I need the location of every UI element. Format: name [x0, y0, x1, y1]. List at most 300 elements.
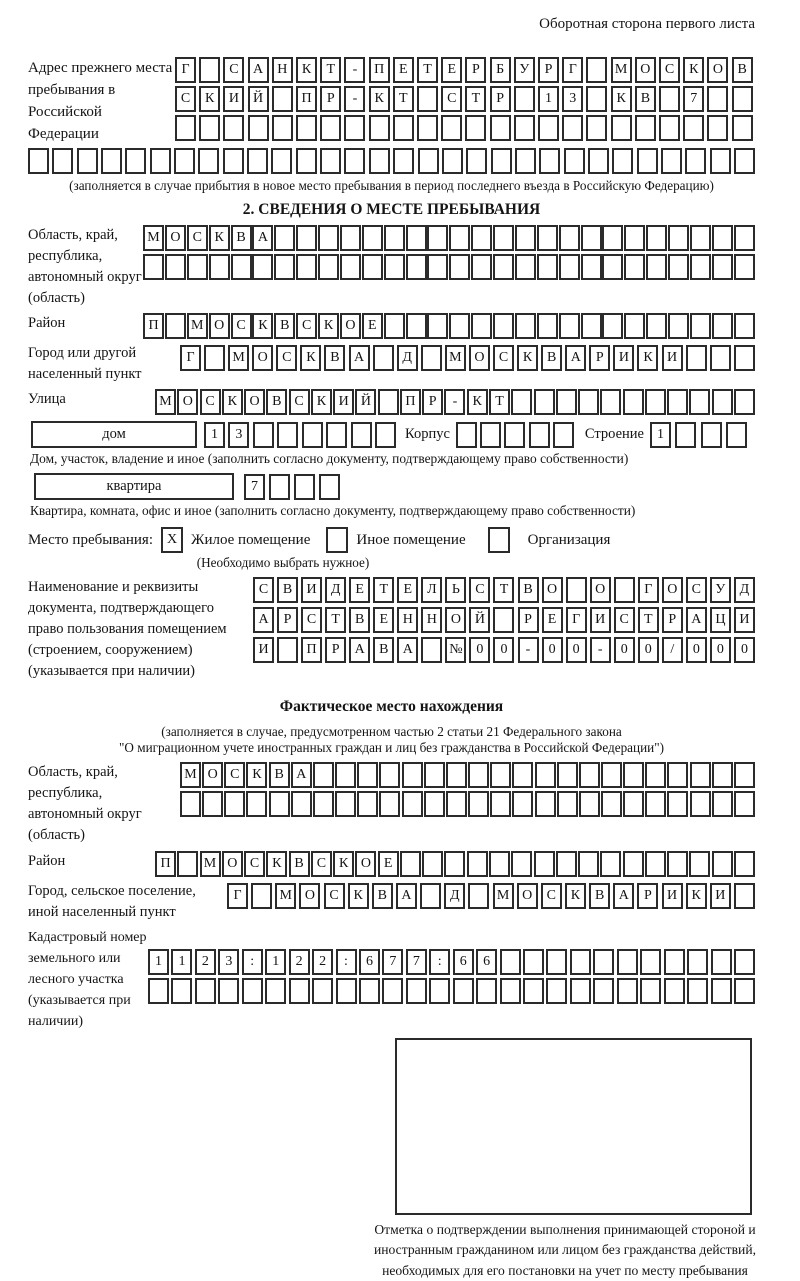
char-cell — [471, 313, 492, 339]
char-cell: Т — [320, 57, 341, 83]
char-cell — [427, 313, 448, 339]
char-cell: 1 — [538, 86, 559, 112]
street-row — [155, 389, 755, 415]
char-cell — [312, 978, 333, 1004]
stay-type-checkbox-organization — [488, 527, 510, 553]
char-cell: № — [445, 637, 466, 663]
char-cell: С — [244, 851, 265, 877]
char-cell: И — [734, 607, 755, 633]
char-cell: Р — [465, 57, 486, 83]
char-cell: А — [396, 883, 417, 909]
char-cell: Е — [397, 577, 418, 603]
char-cell: В — [269, 762, 290, 788]
char-cell — [489, 851, 510, 877]
char-cell — [52, 148, 73, 174]
char-cell — [556, 851, 577, 877]
char-cell: - — [518, 637, 539, 663]
char-cell — [734, 949, 755, 975]
char-cell: Д — [397, 345, 418, 371]
actual-location-title: Фактическое место нахождения — [279, 698, 504, 715]
char-cell — [125, 148, 146, 174]
char-cell: О — [244, 389, 265, 415]
char-cell — [512, 762, 533, 788]
char-cell — [623, 791, 644, 817]
char-cell — [667, 762, 688, 788]
char-cell: О — [469, 345, 490, 371]
char-cell — [449, 254, 470, 280]
char-cell — [446, 762, 467, 788]
document-field — [28, 577, 755, 682]
char-cell — [468, 883, 489, 909]
char-cell — [712, 762, 733, 788]
region-field — [28, 225, 755, 309]
char-cell: О — [542, 577, 563, 603]
char-cell — [247, 148, 268, 174]
char-cell — [289, 978, 310, 1004]
char-cell: Г — [175, 57, 196, 83]
char-cell — [490, 115, 511, 141]
char-cell: Е — [441, 57, 462, 83]
char-cell: М — [228, 345, 249, 371]
char-cell: 0 — [614, 637, 635, 663]
char-cell: У — [514, 57, 535, 83]
char-cell: С — [200, 389, 221, 415]
char-cell — [272, 86, 293, 112]
char-cell: 2 — [195, 949, 216, 975]
char-cell — [734, 225, 755, 251]
char-cell — [340, 225, 361, 251]
char-cell — [512, 791, 533, 817]
confirmation-stamp-box — [395, 1038, 752, 1215]
char-cell: О — [707, 57, 728, 83]
char-cell — [734, 883, 755, 909]
prev-address-row-4 — [28, 148, 755, 174]
char-cell — [382, 978, 403, 1004]
char-cell: 1 — [204, 422, 225, 448]
char-cell — [491, 148, 512, 174]
char-cell: С — [231, 313, 252, 339]
char-cell — [570, 949, 591, 975]
char-cell — [712, 791, 733, 817]
char-cell — [378, 389, 399, 415]
char-cell — [165, 254, 186, 280]
char-cell: Р — [320, 86, 341, 112]
char-cell — [645, 762, 666, 788]
char-cell — [712, 254, 733, 280]
stay-type-label: Место пребывания: — [28, 531, 153, 548]
char-cell — [296, 225, 317, 251]
char-cell: С — [223, 57, 244, 83]
char-cell: К — [311, 389, 332, 415]
char-cell — [274, 254, 295, 280]
char-cell: Н — [397, 607, 418, 633]
char-cell: П — [301, 637, 322, 663]
stay-type-option-organization: Организация — [527, 531, 611, 548]
char-cell — [466, 148, 487, 174]
char-cell — [690, 791, 711, 817]
char-cell — [623, 762, 644, 788]
char-cell: - — [444, 389, 465, 415]
char-cell — [277, 637, 298, 663]
char-cell — [556, 389, 577, 415]
document-row-2 — [253, 607, 755, 633]
char-cell — [362, 225, 383, 251]
char-cell — [143, 254, 164, 280]
char-cell — [659, 115, 680, 141]
document-row-1 — [253, 577, 755, 603]
char-cell — [471, 225, 492, 251]
char-cell — [199, 115, 220, 141]
stay-type-option-residential: Жилое помещение — [191, 531, 311, 548]
char-cell — [351, 422, 372, 448]
char-cell: Т — [393, 86, 414, 112]
char-cell: Т — [325, 607, 346, 633]
prev-address-field — [28, 57, 755, 145]
char-cell — [668, 313, 689, 339]
char-cell: 1 — [265, 949, 286, 975]
char-cell — [732, 86, 753, 112]
char-cell: К — [467, 389, 488, 415]
char-cell: В — [274, 313, 295, 339]
char-cell — [393, 115, 414, 141]
actual-region-label: Область, край, республика, автономный округ (область) — [28, 764, 142, 843]
char-cell: М — [155, 389, 176, 415]
char-cell — [171, 978, 192, 1004]
char-cell: В — [635, 86, 656, 112]
char-cell: М — [611, 57, 632, 83]
char-cell: Н — [421, 607, 442, 633]
char-cell: В — [732, 57, 753, 83]
char-cell — [384, 254, 405, 280]
char-cell — [601, 791, 622, 817]
char-cell: В — [589, 883, 610, 909]
char-cell: И — [662, 345, 683, 371]
char-cell: / — [662, 637, 683, 663]
char-cell — [710, 345, 731, 371]
char-cell: К — [348, 883, 369, 909]
char-cell — [734, 254, 755, 280]
char-cell — [586, 57, 607, 83]
char-cell: Т — [489, 389, 510, 415]
char-cell: А — [291, 762, 312, 788]
char-cell — [511, 851, 532, 877]
char-cell: Р — [538, 57, 559, 83]
actual-location-note-2: "О миграционном учете иностранных граждан и лиц без гражданства в Российской Федерации") — [119, 740, 664, 755]
char-cell — [534, 389, 555, 415]
char-cell — [667, 791, 688, 817]
char-cell — [271, 148, 292, 174]
char-cell: П — [155, 851, 176, 877]
char-cell — [362, 254, 383, 280]
char-cell — [645, 791, 666, 817]
char-cell: П — [400, 389, 421, 415]
house-number-cells — [204, 422, 396, 448]
char-cell — [335, 762, 356, 788]
char-cell: К — [300, 345, 321, 371]
char-cell: : — [242, 949, 263, 975]
char-cell — [429, 978, 450, 1004]
char-cell — [202, 791, 223, 817]
char-cell: О — [340, 313, 361, 339]
char-cell: Н — [272, 57, 293, 83]
char-cell — [291, 791, 312, 817]
char-cell — [515, 313, 536, 339]
char-cell: Й — [355, 389, 376, 415]
char-cell: А — [565, 345, 586, 371]
char-cell — [319, 474, 340, 500]
korpus-cells — [456, 422, 574, 448]
char-cell — [689, 851, 710, 877]
char-cell: Р — [325, 637, 346, 663]
char-cell: А — [613, 883, 634, 909]
char-cell — [449, 225, 470, 251]
char-cell: С — [301, 607, 322, 633]
actual-district-field — [28, 851, 755, 877]
char-cell — [602, 254, 623, 280]
char-cell — [667, 389, 688, 415]
char-cell — [624, 225, 645, 251]
char-cell: С — [253, 577, 274, 603]
char-cell — [617, 978, 638, 1004]
char-cell: Д — [325, 577, 346, 603]
stay-type-row — [28, 527, 755, 553]
document-label: Наименование и реквизиты документа, подтверждающего право пользования помещением (строением, сооружением) (указывается при наличии) — [28, 579, 227, 679]
char-cell — [675, 422, 696, 448]
char-cell: 0 — [469, 637, 490, 663]
char-cell — [150, 148, 171, 174]
char-cell: 0 — [542, 637, 563, 663]
char-cell — [375, 422, 396, 448]
char-cell — [476, 978, 497, 1004]
street-field — [28, 389, 755, 415]
char-cell: М — [180, 762, 201, 788]
apartment-row — [34, 473, 755, 500]
char-cell — [581, 225, 602, 251]
char-cell: К — [683, 57, 704, 83]
char-cell: В — [372, 883, 393, 909]
char-cell — [490, 762, 511, 788]
char-cell: С — [441, 86, 462, 112]
stay-type-option-other: Иное помещение — [356, 531, 466, 548]
char-cell — [734, 389, 755, 415]
char-cell: В — [277, 577, 298, 603]
char-cell — [420, 883, 441, 909]
char-cell: А — [349, 637, 370, 663]
char-cell: О — [662, 577, 683, 603]
char-cell: М — [445, 345, 466, 371]
char-cell — [421, 637, 442, 663]
char-cell — [400, 851, 421, 877]
house-row — [31, 421, 755, 448]
char-cell — [579, 762, 600, 788]
char-cell — [269, 791, 290, 817]
char-cell — [493, 313, 514, 339]
char-cell — [711, 949, 732, 975]
char-cell — [667, 851, 688, 877]
char-cell — [77, 148, 98, 174]
char-cell — [424, 762, 445, 788]
char-cell — [468, 762, 489, 788]
char-cell — [683, 115, 704, 141]
char-cell — [538, 115, 559, 141]
char-cell: 2 — [312, 949, 333, 975]
char-cell — [624, 254, 645, 280]
char-cell: 0 — [493, 637, 514, 663]
char-cell — [614, 577, 635, 603]
char-cell — [175, 115, 196, 141]
char-cell: М — [200, 851, 221, 877]
char-cell — [570, 978, 591, 1004]
char-cell: В — [289, 851, 310, 877]
char-cell: Ь — [445, 577, 466, 603]
char-cell: И — [333, 389, 354, 415]
char-cell — [402, 762, 423, 788]
char-cell: П — [143, 313, 164, 339]
char-cell — [456, 422, 477, 448]
char-cell — [623, 389, 644, 415]
char-cell — [559, 254, 580, 280]
char-cell: К — [637, 345, 658, 371]
char-cell: Р — [589, 345, 610, 371]
char-cell — [553, 422, 574, 448]
char-cell — [302, 422, 323, 448]
district-row — [143, 313, 755, 339]
char-cell — [379, 791, 400, 817]
char-cell — [664, 978, 685, 1004]
char-cell — [600, 389, 621, 415]
char-cell: Е — [373, 607, 394, 633]
char-cell — [637, 148, 658, 174]
char-cell — [710, 148, 731, 174]
char-cell: К — [565, 883, 586, 909]
char-cell — [601, 762, 622, 788]
char-cell: Д — [734, 577, 755, 603]
char-cell: 7 — [244, 474, 265, 500]
char-cell — [490, 791, 511, 817]
char-cell: 0 — [710, 637, 731, 663]
char-cell: 7 — [683, 86, 704, 112]
char-cell: П — [369, 57, 390, 83]
stay-type-checkbox-other — [326, 527, 348, 553]
prev-address-row-1 — [175, 57, 753, 83]
char-cell: - — [344, 86, 365, 112]
char-cell — [318, 254, 339, 280]
char-cell: 1 — [148, 949, 169, 975]
char-cell — [480, 422, 501, 448]
char-cell — [623, 851, 644, 877]
char-cell — [406, 254, 427, 280]
char-cell: К — [686, 883, 707, 909]
char-cell — [734, 345, 755, 371]
char-cell — [242, 978, 263, 1004]
char-cell — [296, 254, 317, 280]
char-cell — [335, 791, 356, 817]
char-cell: А — [349, 345, 370, 371]
char-cell: 2 — [289, 949, 310, 975]
char-cell: Р — [490, 86, 511, 112]
char-cell — [340, 254, 361, 280]
char-cell — [559, 225, 580, 251]
char-cell — [209, 254, 230, 280]
char-cell — [274, 225, 295, 251]
char-cell — [187, 254, 208, 280]
char-cell: Г — [638, 577, 659, 603]
char-cell — [701, 422, 722, 448]
char-cell — [493, 225, 514, 251]
char-cell: В — [231, 225, 252, 251]
char-cell: Й — [248, 86, 269, 112]
char-cell: О — [165, 225, 186, 251]
char-cell: Е — [393, 57, 414, 83]
char-cell — [546, 978, 567, 1004]
char-cell: С — [614, 607, 635, 633]
char-cell — [602, 313, 623, 339]
char-cell: О — [252, 345, 273, 371]
char-cell — [471, 254, 492, 280]
char-cell — [617, 949, 638, 975]
char-cell — [231, 254, 252, 280]
char-cell — [707, 115, 728, 141]
char-cell: Е — [349, 577, 370, 603]
char-cell — [422, 851, 443, 877]
char-cell — [165, 313, 186, 339]
region-row-2 — [143, 254, 755, 280]
char-cell: С — [659, 57, 680, 83]
char-cell: А — [252, 225, 273, 251]
char-cell — [493, 254, 514, 280]
char-cell — [600, 851, 621, 877]
char-cell: Р — [518, 607, 539, 633]
char-cell — [468, 791, 489, 817]
char-cell — [559, 313, 580, 339]
char-cell — [384, 225, 405, 251]
char-cell: В — [266, 389, 287, 415]
actual-city-row — [227, 883, 755, 909]
char-cell — [148, 978, 169, 1004]
char-cell: К — [266, 851, 287, 877]
char-cell — [493, 607, 514, 633]
char-cell — [444, 851, 465, 877]
char-cell — [223, 115, 244, 141]
actual-region-field — [28, 762, 755, 846]
prev-address-note: (заполняется в случае прибытия в новое место пребывания в период последнего въезда в Российскую Федерацию) — [69, 178, 714, 193]
char-cell — [668, 254, 689, 280]
char-cell: Е — [542, 607, 563, 633]
char-cell — [253, 422, 274, 448]
char-cell — [529, 422, 550, 448]
char-cell — [406, 313, 427, 339]
char-cell: Р — [662, 607, 683, 633]
char-cell — [640, 978, 661, 1004]
char-cell — [586, 86, 607, 112]
stroenie-cells — [650, 422, 747, 448]
char-cell: И — [590, 607, 611, 633]
char-cell: Г — [562, 57, 583, 83]
char-cell — [537, 225, 558, 251]
char-cell: 0 — [638, 637, 659, 663]
section2-title: 2. СВЕДЕНИЯ О МЕСТЕ ПРЕБЫВАНИЯ — [242, 201, 541, 218]
char-cell — [296, 115, 317, 141]
char-cell: И — [613, 345, 634, 371]
char-cell — [712, 389, 733, 415]
char-cell — [690, 225, 711, 251]
char-cell: Й — [469, 607, 490, 633]
char-cell — [659, 86, 680, 112]
char-cell — [646, 313, 667, 339]
char-cell: В — [349, 607, 370, 633]
char-cell: О — [177, 389, 198, 415]
region-label: Область, край, республика, автономный округ (область) — [28, 227, 142, 306]
